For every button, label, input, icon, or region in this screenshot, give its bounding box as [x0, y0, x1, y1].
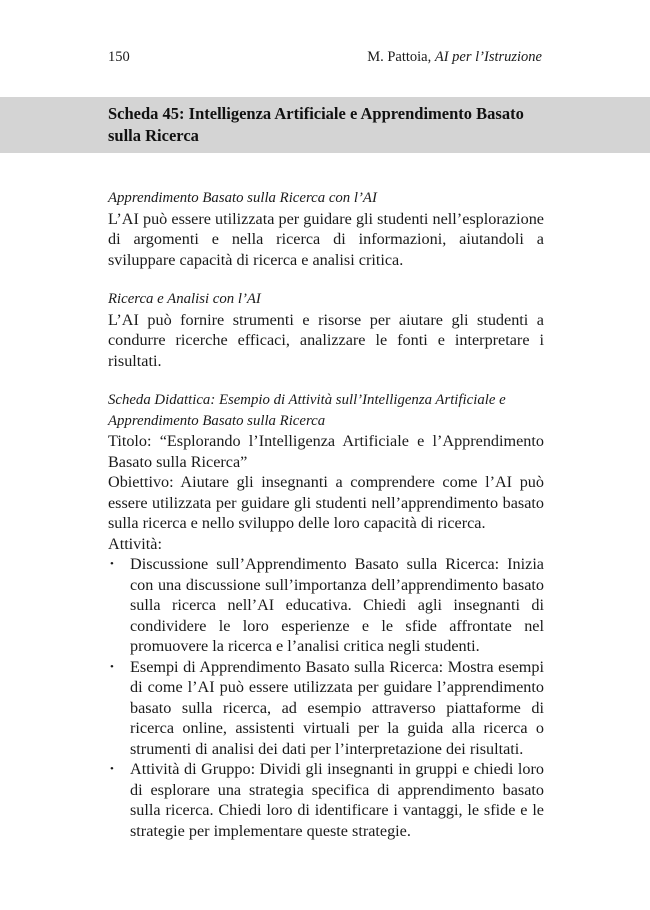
running-title	[367, 46, 542, 68]
activity-sheet-title: Scheda Didattica: Esempio di Attività sull’Intelligenza Artificiale e Apprendimento Basato sulla Ricerca	[108, 392, 506, 429]
list-item	[108, 657, 544, 760]
section-body: L’AI può fornire strumenti e risorse per aiutare gli studenti a condurre ricerche efficaci, analizzare le fonti e interpretare i risultati.	[108, 310, 544, 370]
bullet-icon: •	[110, 660, 114, 673]
running-header	[108, 46, 542, 68]
list-item-text: Esempi di Apprendimento Basato sulla Ricerca: Mostra esempi di come l’AI può essere utilizzata per guidare l’apprendimento basato sulla ricerca, ad esempio attraverso piattaforme di ricerca online, assistenti virtuali per la guida alla ricerca o strumenti di analisi dei dati per l’interpretazione dei risultati.	[130, 657, 544, 758]
activity-label: Attività:	[108, 534, 162, 553]
list-item	[108, 759, 544, 841]
main-content	[108, 188, 544, 860]
chapter-banner	[0, 97, 650, 153]
activity-sheet	[108, 390, 544, 841]
list-item-text: Attività di Gruppo: Dividi gli insegnanti in gruppi e chiedi loro di esplorare una strategia specifica di apprendimento basato sulla ricerca. Chiedi loro di identificare i vantaggi, le sfide e le strategie per implementare queste strategie.	[130, 760, 544, 840]
author-name: M. Pattoia,	[367, 49, 435, 65]
activity-obiettivo: Obiettivo: Aiutare gli insegnanti a comprendere come l’AI può essere utilizzata per guidare gli studenti nell’apprendimento basato sulla ricerca e nello sviluppo delle loro capacità di ricerca.	[108, 473, 544, 532]
book-title: AI per l’Istruzione	[434, 49, 542, 65]
section-research-analysis	[108, 289, 544, 371]
section-title: Apprendimento Basato sulla Ricerca con l’AI	[108, 190, 377, 206]
section-title: Ricerca e Analisi con l’AI	[108, 291, 261, 307]
page-number: 150	[108, 49, 130, 65]
chapter-title: Scheda 45: Intelligenza Artificiale e Apprendimento Basato sulla Ricerca	[108, 104, 524, 145]
activity-titolo: Titolo: “Esplorando l’Intelligenza Artificiale e l’Apprendimento Basato sulla Ricerca”	[108, 432, 544, 471]
list-item	[108, 554, 544, 657]
list-item-text: Discussione sull’Apprendimento Basato sulla Ricerca: Inizia con una discussione sull’importanza dell’apprendimento basato sulla ricerca nell’AI educativa. Chiedi agli insegnanti di condividere le loro esperienze e le sfide affrontate nel promuovere la ricerca e l’analisi critica negli studenti.	[130, 555, 544, 655]
bullet-icon: •	[110, 558, 114, 570]
activity-list	[108, 554, 544, 841]
section-research-learning	[108, 188, 544, 270]
bullet-icon: •	[110, 763, 114, 775]
section-body: L’AI può essere utilizzata per guidare gli studenti nell’esplorazione di argomenti e nella ricerca di informazioni, aiutandoli a sviluppare capacità di ricerca e analisi critica.	[108, 209, 544, 269]
